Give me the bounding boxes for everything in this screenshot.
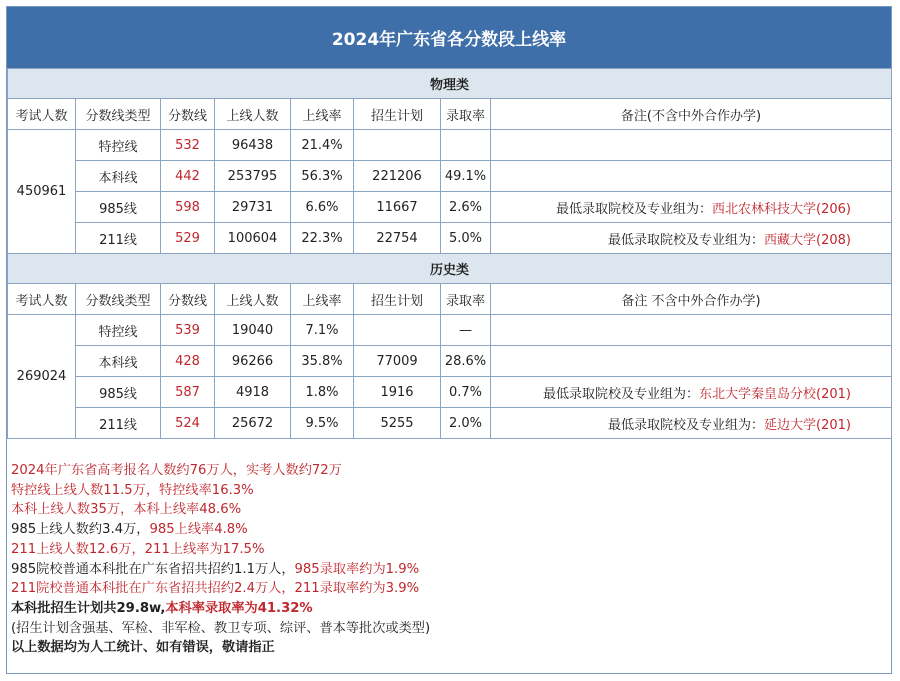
admit-rate-cell: 2.0% xyxy=(441,408,491,439)
rate-cell: 35.8% xyxy=(291,346,354,377)
rate-cell: 56.3% xyxy=(291,161,354,192)
admitted-cell: 19040 xyxy=(215,315,291,346)
note-label: 最低录取院校及专业组为： xyxy=(543,386,700,402)
col-rate: 上线率 xyxy=(291,99,354,130)
notes-block xyxy=(11,461,430,658)
exam-count-cell: 269024 xyxy=(8,315,76,439)
admitted-cell: 4918 xyxy=(215,377,291,408)
table-row xyxy=(8,377,892,408)
admit-rate-cell: 2.6% xyxy=(441,192,491,223)
table-row xyxy=(8,223,892,254)
exam-count-cell: 450961 xyxy=(8,130,76,254)
note-cell xyxy=(491,408,892,439)
admitted-cell: 253795 xyxy=(215,161,291,192)
rate-cell: 1.8% xyxy=(291,377,354,408)
note-cell xyxy=(491,161,892,192)
col-admitted: 上线人数 xyxy=(215,99,291,130)
admit-rate-cell: 49.1% xyxy=(441,161,491,192)
col-rate: 上线率 xyxy=(291,284,354,315)
col-admit-rate: 录取率 xyxy=(441,284,491,315)
plan-cell: 221206 xyxy=(354,161,441,192)
note-line-highlight: 985上线率4.8% xyxy=(149,522,248,538)
plan-cell: 77009 xyxy=(354,346,441,377)
col-note: 备注 不含中外合作办学) xyxy=(491,284,892,315)
line-type-cell: 本科线 xyxy=(76,346,161,377)
admit-rate-cell: 5.0% xyxy=(441,223,491,254)
plan-cell xyxy=(354,130,441,161)
note-cell xyxy=(491,377,892,408)
note-label: 最低录取院校及专业组为： xyxy=(608,417,765,433)
table-row xyxy=(8,346,892,377)
note-line-text: 985上线人数约3.4万， xyxy=(11,522,150,538)
plan-cell: 22754 xyxy=(354,223,441,254)
col-plan: 招生计划 xyxy=(354,99,441,130)
table-header-row xyxy=(8,99,892,130)
note-line: 2024年广东省高考报名人数约76万人，实考人数约72万 xyxy=(11,463,342,478)
section-title: 物理类 xyxy=(8,69,892,99)
score-cell: 598 xyxy=(161,192,215,223)
table-row xyxy=(8,192,892,223)
admitted-cell: 100604 xyxy=(215,223,291,254)
plan-cell: 11667 xyxy=(354,192,441,223)
note-line: 211上线人数12.6万，211上线率为17.5% xyxy=(11,541,265,557)
note-line: 211院校普通本科批在广东省招共招约2.4万人，211录取率约为3.9% xyxy=(11,581,420,597)
admitted-cell: 29731 xyxy=(215,192,291,223)
line-type-cell: 本科线 xyxy=(76,161,161,192)
plan-cell: 1916 xyxy=(354,377,441,408)
score-cell: 529 xyxy=(161,223,215,254)
score-cell: 442 xyxy=(161,161,215,192)
line-type-cell: 特控线 xyxy=(76,315,161,346)
table-header-row xyxy=(8,284,892,315)
col-exam-count: 考试人数 xyxy=(8,284,76,315)
note-line xyxy=(11,560,430,580)
score-cell: 587 xyxy=(161,377,215,408)
line-type-cell: 特控线 xyxy=(76,130,161,161)
rate-cell: 21.4% xyxy=(291,130,354,161)
line-type-cell: 985线 xyxy=(76,377,161,408)
rate-cell: 22.3% xyxy=(291,223,354,254)
plan-cell xyxy=(354,315,441,346)
section-title: 历史类 xyxy=(8,254,892,284)
score-cell: 532 xyxy=(161,130,215,161)
score-table-card xyxy=(6,6,892,674)
note-label: 最低录取院校及专业组为： xyxy=(556,201,713,217)
table-row xyxy=(8,408,892,439)
note-line-highlight: 本科率录取率为41.32% xyxy=(165,600,313,616)
score-cell: 428 xyxy=(161,346,215,377)
note-cell xyxy=(491,223,892,254)
note-cell xyxy=(491,315,892,346)
note-line xyxy=(11,599,430,619)
table-row xyxy=(8,315,892,346)
note-line-highlight: 985录取率约为1.9% xyxy=(294,561,420,577)
note-school: 东北大学秦皇岛分校(201) xyxy=(699,386,852,402)
note-label: 最低录取院校及专业组为： xyxy=(608,232,765,248)
line-type-cell: 211线 xyxy=(76,223,161,254)
line-type-cell: 211线 xyxy=(76,408,161,439)
score-table xyxy=(7,68,892,439)
note-line-text: 本科批招生计划共29.8w, xyxy=(11,600,166,616)
admitted-cell: 96266 xyxy=(215,346,291,377)
note-cell xyxy=(491,130,892,161)
plan-cell: 5255 xyxy=(354,408,441,439)
col-exam-count: 考试人数 xyxy=(8,99,76,130)
note-cell xyxy=(491,192,892,223)
col-admit-rate: 录取率 xyxy=(441,99,491,130)
admit-rate-cell: — xyxy=(441,315,491,346)
admit-rate-cell: 0.7% xyxy=(441,377,491,408)
note-line xyxy=(11,520,430,540)
note-line: 本科上线人数35万，本科上线率48.6% xyxy=(11,502,242,518)
table-row xyxy=(8,161,892,192)
admitted-cell: 96438 xyxy=(215,130,291,161)
note-cell xyxy=(491,346,892,377)
col-plan: 招生计划 xyxy=(354,284,441,315)
note-line: 特控线上线人数11.5万，特控线率16.3% xyxy=(11,482,254,498)
col-line-type: 分数线类型 xyxy=(76,99,161,130)
score-cell: 524 xyxy=(161,408,215,439)
score-cell: 539 xyxy=(161,315,215,346)
note-line-text: 985院校普通本科批在广东省招共招约1.1万人， xyxy=(11,561,295,577)
note-school: 西北农林科技大学(206) xyxy=(712,201,852,217)
page-title: 2024年广东省各分数段上线率 xyxy=(7,7,891,68)
rate-cell: 7.1% xyxy=(291,315,354,346)
col-note: 备注(不含中外合作办学) xyxy=(491,99,892,130)
note-school: 西藏大学(208) xyxy=(764,232,852,248)
note-line: (招生计划含强基、军检、非军检、教卫专项、综评、普本等批次或类型) xyxy=(11,620,431,636)
note-line: 以上数据均为人工统计、如有错误，敬请指正 xyxy=(11,640,275,656)
line-type-cell: 985线 xyxy=(76,192,161,223)
admit-rate-cell: 28.6% xyxy=(441,346,491,377)
admit-rate-cell xyxy=(441,130,491,161)
col-score: 分数线 xyxy=(161,99,215,130)
rate-cell: 9.5% xyxy=(291,408,354,439)
col-line-type: 分数线类型 xyxy=(76,284,161,315)
note-school: 延边大学(201) xyxy=(764,417,852,433)
col-score: 分数线 xyxy=(161,284,215,315)
col-admitted: 上线人数 xyxy=(215,284,291,315)
section-history xyxy=(8,254,892,284)
table-row xyxy=(8,130,892,161)
rate-cell: 6.6% xyxy=(291,192,354,223)
section-physics xyxy=(8,69,892,99)
admitted-cell: 25672 xyxy=(215,408,291,439)
